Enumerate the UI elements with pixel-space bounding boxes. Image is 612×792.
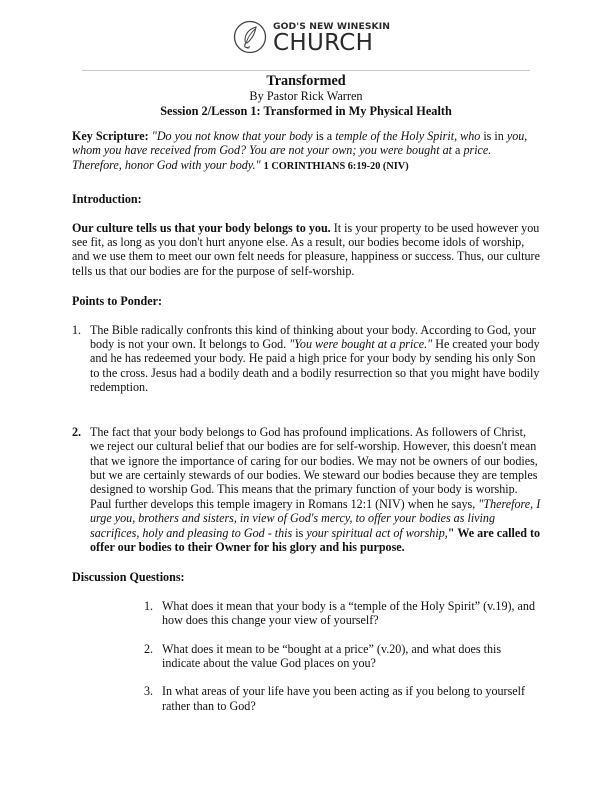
header-divider xyxy=(82,70,530,71)
quill-feather-circle-icon xyxy=(233,20,267,54)
scripture-text: is a xyxy=(312,129,336,143)
session-title: Session 2/Lesson 1: Transformed in My Physical Health xyxy=(160,103,452,118)
question-item xyxy=(144,599,540,628)
document-author: By Pastor Rick Warren xyxy=(249,89,363,103)
question-number: 1. xyxy=(144,598,154,613)
scripture-text: you, whom you have received from God? You are not your own; you were bought at xyxy=(72,129,528,158)
point-text-segment: is xyxy=(292,525,307,540)
point-conclusion: " We are called to offer our bodies to their Owner for his glory and his purpose. xyxy=(90,525,541,554)
title-block xyxy=(0,73,612,118)
scripture-text: "Do you not know that your body xyxy=(151,129,313,143)
scripture-text: is in xyxy=(480,129,507,143)
point-item xyxy=(72,323,542,395)
point-number: 1. xyxy=(72,322,82,337)
points-heading: Points to Ponder: xyxy=(72,294,163,309)
document-title: Transformed xyxy=(266,73,346,89)
question-item xyxy=(144,642,540,671)
point-quote: "Therefore, I urge you, brothers and sisters, in view of God's mercy, to offer your bodies as living sacrifices, holy and pleasing to God - this xyxy=(90,496,541,540)
key-scripture-label: Key Scripture: xyxy=(72,129,149,143)
logo-wordmark: CHURCH xyxy=(273,29,374,56)
question-item xyxy=(144,684,540,713)
point-text-segment: The Bible radically confronts this kind of thinking about your body. According to God, your body is not your own. It belongs to God. xyxy=(90,322,536,352)
question-number: 3. xyxy=(144,684,154,699)
discussion-questions xyxy=(144,599,540,713)
scripture-text: temple of the Holy Spirit, who xyxy=(335,129,481,143)
question-text: What does it mean that your body is a “temple of the Holy Spirit” (v.19), and how does this change your view of yourself? xyxy=(162,598,536,628)
key-scripture xyxy=(72,129,542,174)
logo-tagline: GOD'S NEW WINESKIN xyxy=(273,20,391,32)
point-quote: your spiritual act of worship, xyxy=(306,525,448,540)
introduction-lead: Our culture tells us that your body belongs to you. xyxy=(72,220,331,235)
point-text xyxy=(90,425,542,555)
church-logo xyxy=(233,17,390,57)
question-text: In what areas of your life have you been acting as if you belong to yourself rather than to God? xyxy=(162,684,526,713)
point-item xyxy=(72,425,542,555)
point-text-segment: The fact that your body belongs to God has profound implications. As followers of Christ, we reject our cultural belief that our bodies are for self-worship. However, this doesn't mean that we ignore the importance of caring for our bodies. We may not be owners of our bodies, but we are certainly stewards of our bodies. We steward our bodies because they are temples designed to worship God. This means that the primary function of your body is worship. Paul further develops this temple imagery in Romans 12:1 (NIV) when he says, xyxy=(90,424,538,511)
scripture-text: price. Therefore, honor God with your body." xyxy=(72,143,492,172)
question-text: What does it mean to be “bought at a price” (v.20), and what does this indicate about the value God places on you? xyxy=(162,641,502,670)
discussion-heading: Discussion Questions: xyxy=(72,570,185,585)
scripture-reference: 1 CORINTHIANS 6:19-20 (NIV) xyxy=(263,160,409,172)
question-number: 2. xyxy=(144,641,154,656)
introduction-paragraph xyxy=(72,221,542,279)
introduction-heading: Introduction: xyxy=(72,192,142,207)
document-body xyxy=(72,129,542,727)
point-text xyxy=(90,323,542,395)
introduction-body: It is your property to be used however you see fit, as long as you don't hurt anyone else. As a result, our bodies become idols of worship, and we use them to meet our own felt needs for pleasure, happiness or success. Thus, our culture tells us that our bodies are for the purpose of self-worship. xyxy=(72,220,540,278)
point-text-segment: He created your body and he has redeemed your body. He paid a high price for your body by sending his only Son to the cross. Jesus had a bodily death and a bodily resurrection so that you might have bodily redemption. xyxy=(90,337,540,395)
point-quote: "You were bought at a price." xyxy=(289,337,433,352)
scripture-text: a xyxy=(452,143,464,158)
point-number: 2. xyxy=(72,424,82,439)
